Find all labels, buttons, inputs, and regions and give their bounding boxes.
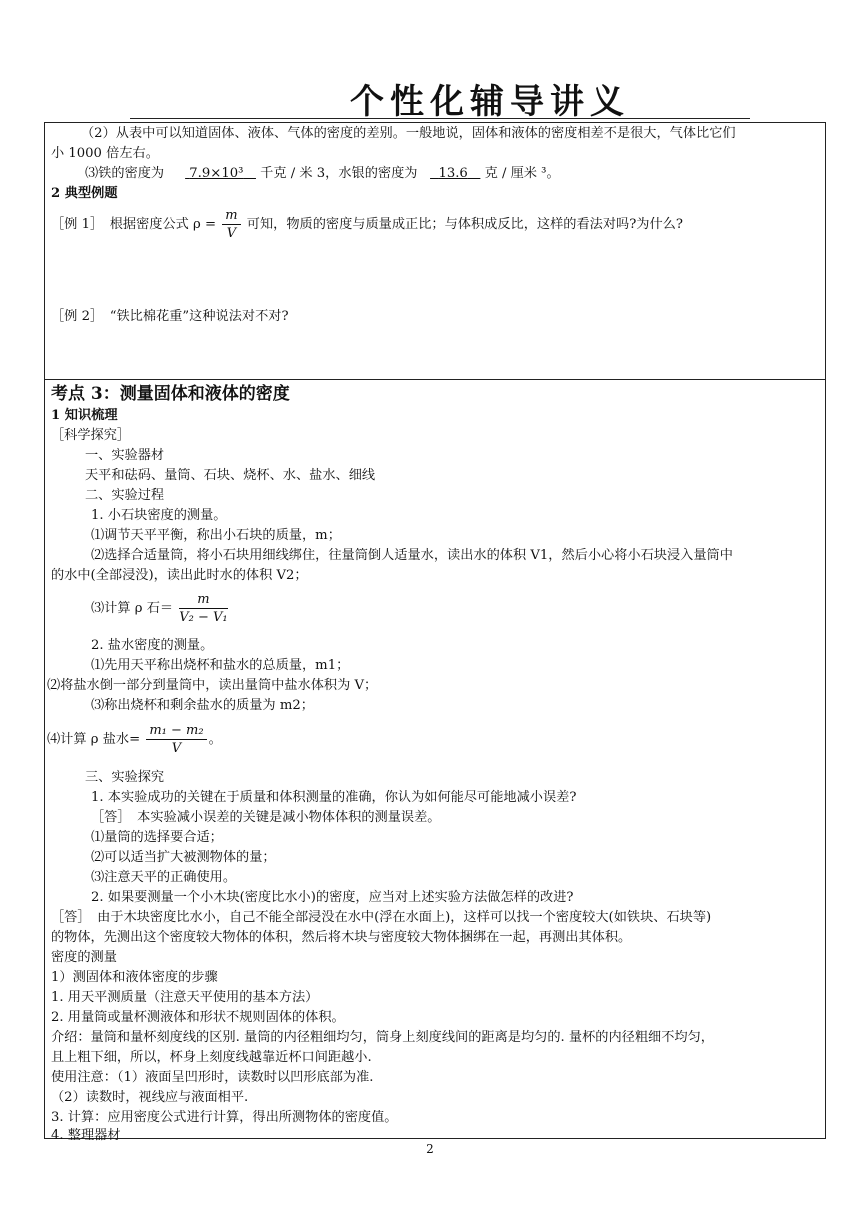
text-fragment: 克 / 厘米 ³。 <box>484 166 560 181</box>
text-line: 3. 计算：应用密度公式进行计算，得出所测物体的密度值。 <box>51 1110 398 1125</box>
fraction-numerator: m <box>179 591 227 609</box>
text-line: 1. 本实验成功的关键在于质量和体积测量的准确，你认为如何能尽可能地减小误差? <box>91 790 577 805</box>
text-line: ⑶称出烧杯和剩余盐水的质量为 m2； <box>91 698 314 713</box>
text-line: 的水中(全部浸没)，读出此时水的体积 V2； <box>51 568 308 583</box>
text-line: 2. 用量筒或量杯测液体和形状不规则固体的体积。 <box>51 1010 345 1025</box>
fraction-denominator: V <box>226 226 237 241</box>
text-fragment: ⑶计算 ρ 石＝ <box>91 601 174 616</box>
content-box-measurement <box>44 379 826 1143</box>
fraction-numerator: m <box>222 207 240 225</box>
example-1 <box>51 207 819 243</box>
text-line: 一、实验器材 <box>85 448 165 463</box>
density-formula-fraction <box>222 207 240 242</box>
text-fragment: ⑶铁的密度为 <box>85 166 165 181</box>
section-heading: 2 典型例题 <box>51 186 118 201</box>
text-line: 二、实验过程 <box>85 488 165 503</box>
text-line: ⑴先用天平称出烧杯和盐水的总质量，m1； <box>91 658 350 673</box>
text-line: 小 1000 倍左右。 <box>51 146 159 161</box>
text-line: 1. 小石块密度的测量。 <box>91 508 227 523</box>
text-line: ⑵将盐水倒一部分到量筒中，读出量筒中盐水体积为 V； <box>47 678 378 693</box>
text-line: ⑴量筒的选择要合适； <box>91 830 223 845</box>
text-line: ［科学探究］ <box>51 428 131 443</box>
text-line: ⑵可以适当扩大被测物体的量； <box>91 850 276 865</box>
text-line: （2）读数时，视线应与液面相平. <box>51 1090 249 1105</box>
text-fragment: 千克 / 米 3，水银的密度为 <box>260 166 418 181</box>
content-box-density-examples <box>44 122 826 380</box>
text-line: 2. 盐水密度的测量。 <box>91 638 214 653</box>
text-line: 1）测固体和液体密度的步骤 <box>51 970 218 985</box>
section-heading: 考点 3：测量固体和液体的密度 <box>51 384 290 404</box>
text-line: 4. 整理器材 <box>51 1128 121 1143</box>
title-underline <box>130 118 750 119</box>
text-line: 1. 用天平测质量（注意天平使用的基本方法） <box>51 990 319 1005</box>
page-number: 2 <box>426 1142 434 1156</box>
text-fragment: ⑷计算 ρ 盐水= <box>47 732 141 747</box>
text-line: ［答］ 由于木块密度比水小，自己不能全部浸没在水中(浮在水面上)，这样可以找一个密度较大(如铁块、石块等) <box>51 910 712 925</box>
text-line: ⑴调节天平平衡，称出小石块的质量，m； <box>91 528 341 543</box>
example-2: ［例 2］ “铁比棉花重”这种说法对不对? <box>51 309 289 324</box>
text-line: ［答］ 本实验减小误差的关键是减小物体体积的测量误差。 <box>91 810 441 825</box>
text-fragment: ［例 1］ 根据密度公式 ρ = <box>51 217 217 232</box>
text-line: 且上粗下细，所以，杯身上刻度线越靠近杯口间距越小. <box>51 1050 372 1065</box>
text-line: ⑶注意天平的正确使用。 <box>91 870 237 885</box>
density-answers-line <box>51 164 819 184</box>
text-fragment: 。 <box>208 732 222 747</box>
formula-fraction <box>146 722 206 757</box>
text-line: 介绍：量筒和量杯刻度线的区别. 量筒的内径粗细均匀，筒身上刻度线间的距离是均匀的. 量杯的内径粗细不均匀， <box>51 1030 714 1045</box>
fraction-denominator: V₂ − V₁ <box>179 610 228 625</box>
fraction-numerator: m₁ − m₂ <box>146 722 206 740</box>
text-line: 2. 如果要测量一个小木块(密度比水小)的密度，应当对上述实验方法做怎样的改进? <box>91 890 574 905</box>
answer-value: 13.6 <box>438 166 468 181</box>
formula-fraction <box>179 591 227 626</box>
fraction-denominator: V <box>171 741 182 756</box>
stone-density-formula <box>51 586 819 632</box>
text-line: 的物体，先测出这个密度较大物体的体积，然后将木块与密度较大物体捆绑在一起，再测出其体积。 <box>51 930 632 945</box>
text-line: （2）从表中可以知道固体、液体、气体的密度的差别。一般地说，固体和液体的密度相差不是很大，气体比它们 <box>81 126 736 141</box>
brine-density-formula <box>47 718 819 762</box>
text-line: 密度的测量 <box>51 950 117 965</box>
subsection-heading: 1 知识梳理 <box>51 408 118 423</box>
answer-iron-density <box>185 166 256 181</box>
answer-value: 7.9×10³ <box>189 166 244 181</box>
text-line: 三、实验探究 <box>85 770 165 785</box>
text-line: 使用注意：（1）液面呈凹形时，读数时以凹形底部为准. <box>51 1070 374 1085</box>
text-line: 天平和砝码、量筒、石块、烧杯、水、盐水、细线 <box>85 468 376 483</box>
text-fragment: 可知，物质的密度与质量成正比；与体积成反比，这样的看法对吗?为什么? <box>246 217 683 232</box>
text-line: ⑵选择合适量筒，将小石块用细线绑住，往量筒倒人适量水，读出水的体积 V1，然后小心将小石块浸入量筒中 <box>91 548 733 563</box>
answer-mercury-density <box>430 166 480 181</box>
page-title: 个性化辅导讲义 <box>350 82 630 122</box>
